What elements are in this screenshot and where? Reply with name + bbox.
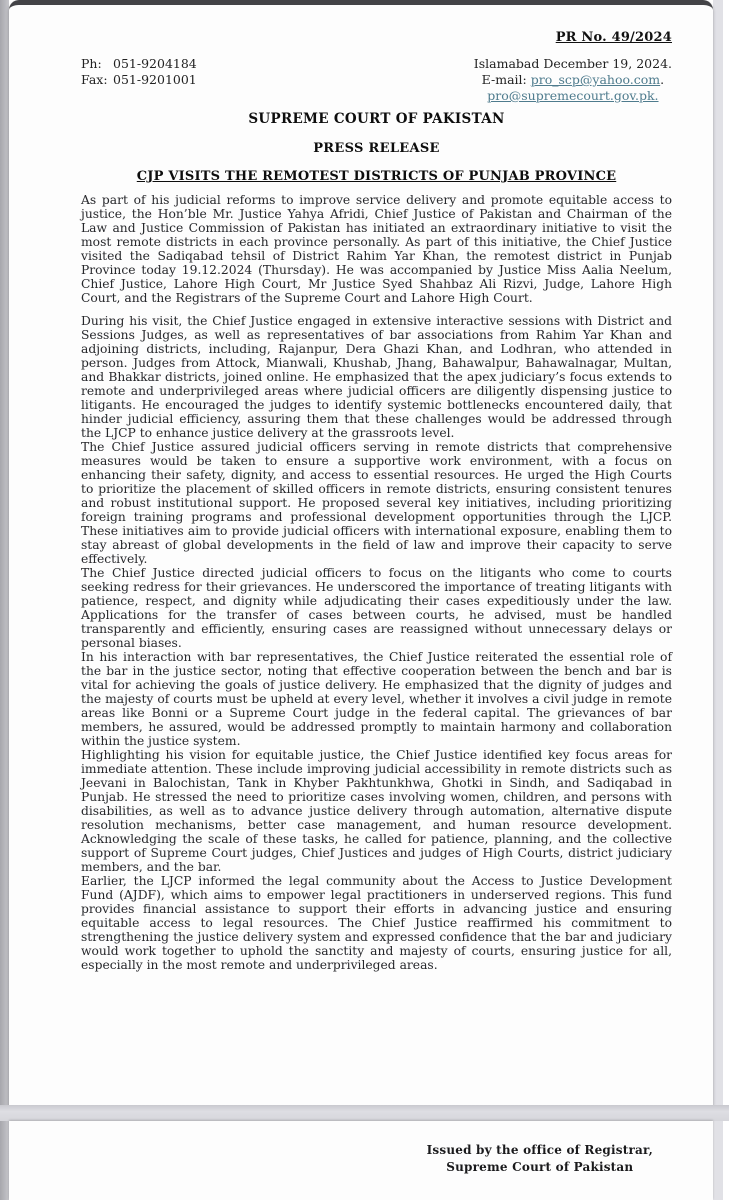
phone-label: Ph: (81, 56, 102, 71)
paragraph-6: Highlighting his vision for equitable justice, the Chief Justice identified key focus areas for immediate attention. These include improving judicial accessibility in remote districts such as Jeevani in Balochistan, Tank in Khyber Pakhtunkhwa, Ghotki in Sindh, and Sadiqabad in Punjab. He stressed the need to prioritize cases involving women, children, and persons with disabilities, as well as to advance justice delivery through automation, alternative dispute resolution mechanisms, better case management, and human resource development. Acknowledging the scale of these tasks, he called for patience, planning, and the collective support of Supreme Court judges, Chief Justices and judges of High Courts, district judiciary members, and the bar. (81, 748, 672, 874)
fax-line (81, 72, 197, 88)
paragraph-7: Earlier, the LJCP informed the legal community about the Access to Justice Development Fund (AJDF), which aims to empower legal practitioners in underserved regions. This fund provides financial assistance to support their efforts in advancing justice and ensuring equitable access to legal resources. The Chief Justice reaffirmed his commitment to strengthening the justice delivery system and expressed confidence that the bar and judiciary would work together to uphold the sanctity and majesty of courts, ensuring justice for all, especially in the most remote and underprivileged areas. (81, 874, 672, 972)
phone-fax-block (81, 56, 197, 104)
phone-line (81, 56, 197, 72)
dateline: Islamabad December 19, 2024. (473, 56, 672, 71)
phone-number: 051-9204184 (113, 56, 197, 71)
email-primary-suffix: . (660, 72, 665, 87)
paragraph-4: The Chief Justice directed judicial officers to focus on the litigants who come to courts seeking redress for their grievances. He underscored the importance of treating litigants with patience, respect, and dignity while adjudicating their cases expeditiously under the law. Applications for the transfer of cases between courts, he advised, must be handled transparently and efficiently, ensuring cases are reassigned without unnecessary delays or personal biases. (81, 566, 672, 650)
press-release-page-1 (9, 0, 713, 1105)
email-link-secondary[interactable]: pro@supremecourt.gov.pk. (487, 88, 659, 103)
email-label: E-mail: (481, 72, 527, 87)
screen-edge-right (713, 0, 723, 1200)
fax-label: Fax: (81, 72, 108, 87)
dateline-email-block (474, 56, 672, 104)
header-contact-row (81, 56, 672, 104)
release-type-heading: PRESS RELEASE (313, 141, 440, 156)
footer-line-2: Supreme Court of Pakistan (446, 1160, 634, 1174)
footer-line-1: Issued by the office of Registrar, (426, 1143, 653, 1157)
issued-by-footer (427, 1142, 653, 1176)
email-line-1 (474, 72, 672, 88)
paragraph-3: The Chief Justice assured judicial officers serving in remote districts that comprehensive measures would be taken to ensure a supportive work environment, with a focus on enhancing their safety, dignity, and access to essential resources. He urged the High Courts to prioritize the placement of skilled officers in remote districts, ensuring consistent tenures and robust institutional support. He proposed several key initiatives, including prioritizing foreign training programs and professional development opportunities through the LJCP. These initiatives aim to provide judicial officers with international exposure, enabling them to stay abreast of global developments in the field of law and improve their capacity to serve effectively. (81, 440, 672, 566)
paragraph-1: As part of his judicial reforms to improve service delivery and promote equitable access to justice, the Hon’ble Mr. Justice Yahya Afridi, Chief Justice of Pakistan and Chairman of the Law and Justice Commission of Pakistan has initiated an extraordinary initiative to visit the most remote districts in each province personally. As part of this initiative, the Chief Justice visited the Sadiqabad tehsil of District Rahim Yar Khan, the remotest district in Punjab Province today 19.12.2024 (Thursday). He was accompanied by Justice Miss Aalia Neelum, Chief Justice, Lahore High Court, Mr Justice Syed Shahbaz Ali Rizvi, Judge, Lahore High Court, and the Registrars of the Supreme Court and Lahore High Court. (81, 193, 672, 305)
email-line-2 (474, 88, 672, 104)
paragraph-5: In his interaction with bar representatives, the Chief Justice reiterated the essential role of the bar in the justice sector, noting that effective cooperation between the bench and bar is vital for achieving the goals of justice delivery. He emphasized that the dignity of judges and the majesty of courts must be upheld at every level, whether it involves a civil judge in remote areas like Bonni or a Supreme Court judge in the federal capital. The grievances of bar members, he assured, would be addressed promptly to maintain harmony and collaboration within the justice system. (81, 650, 672, 748)
press-release-headline: CJP VISITS THE REMOTEST DISTRICTS OF PUNJAB PROVINCE (136, 169, 617, 184)
email-link-primary[interactable]: pro_scp@yahoo.com (530, 72, 661, 87)
page-break-separator (0, 1105, 729, 1121)
paragraph-2: During his visit, the Chief Justice engaged in extensive interactive sessions with District and Sessions Judges, as well as representatives of bar associations from Rahim Yar Khan and adjoining districts, including, Rajanpur, Dera Ghazi Khan, and Lodhran, who attended in person. Judges from Attock, Mianwali, Khushab, Jhang, Bahawalpur, Bahawalnagar, Multan, and Bhakkar districts, joined online. He emphasized that the apex judiciary’s focus extends to remote and underprivileged areas where judicial officers are diligently dispensing justice to litigants. He encouraged the judges to identify systemic bottlenecks encountered daily, that hinder judicial efficiency, assuring them that these challenges would be addressed through the LJCP to enhance justice delivery at the grassroots level. (81, 314, 672, 440)
press-release-page-2 (9, 1121, 713, 1200)
fax-number: 051-9201001 (113, 72, 197, 87)
press-release-body (81, 193, 672, 972)
pr-number: PR No. 49/2024 (555, 30, 672, 45)
screen-edge-left (0, 0, 9, 1200)
organization-heading: SUPREME COURT OF PAKISTAN (248, 111, 505, 127)
